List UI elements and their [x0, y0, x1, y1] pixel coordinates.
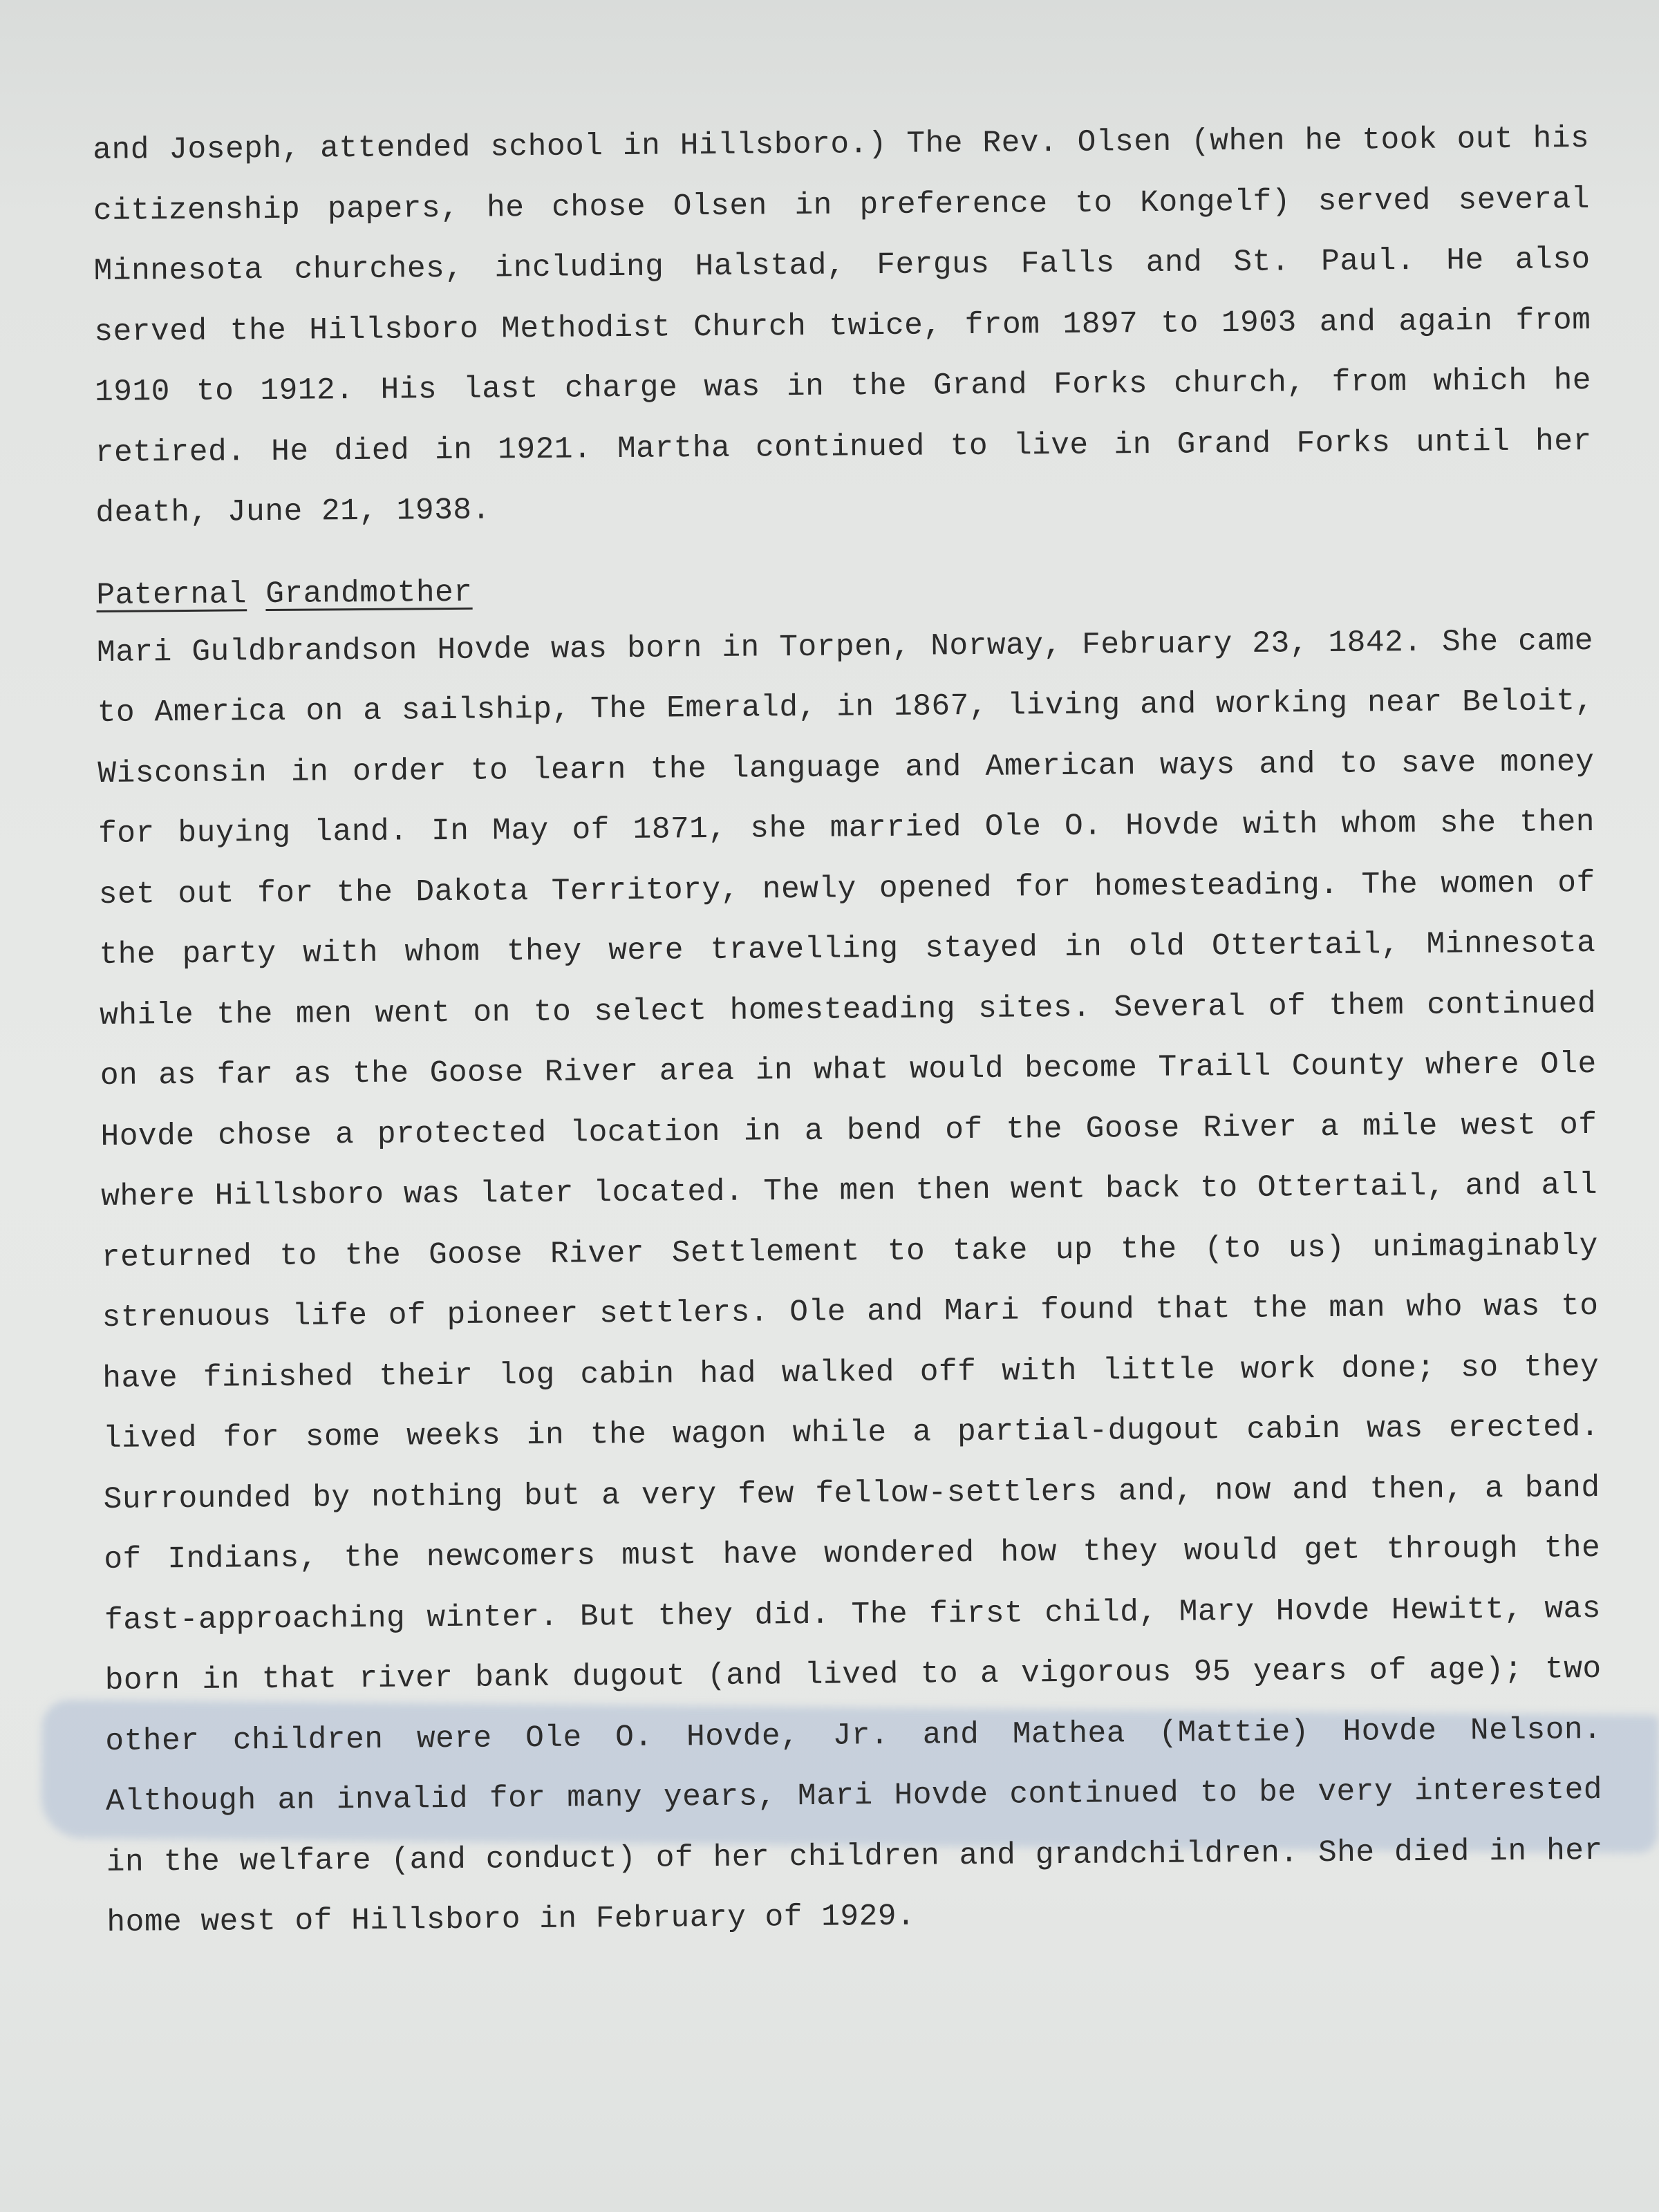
grandmother-paragraph: Mari Guldbrandson Hovde was born in Torpen, Norway, February 23, 1842. She came to America on a sailship, The Emerald, in 1867, living and working near Beloit, Wisconsin in order to learn the language and American ways and to save money for buying land. In May of 1871, she married Ole O. Hovde with whom she then set out for the Dakota Territory, newly opened for homesteading. The women of the party with whom they were travelling stayed in old Ottertail, Minnesota while the men went on to select homesteading sites. Several of them continued on as far as the Goose River area in what would become Traill County where Ole Hovde chose a protected location in a bend of the Goose River a mile west of where Hillsboro was later located. The men then went back to Ottertail, and all returned to the Goose River Settlement to take up the (to us) unimaginably strenuous life of pioneer settlers. Ole and Mari found that the man who was to have finished their log cabin had walked off with little work done; so they lived for some weeks in the wagon while a partial-dugout cabin was erected. Surrounded by nothing but a very few fellow-settlers and, now and then, a band of Indians, the newcomers must have wondered how they would get through the fast-approaching winter. But they did. The first child, Mary Hovde Hewitt, was born in that river bank dugout (and lived to a vigorous 95 years of age); two other children were Ole O. Hovde, Jr. and Mathea (Mattie) Hovde Nelson. Although an invalid for many years, Mari Hovde continued to be very interested in the welfare (and conduct) of her children and grandchildren. She died in her home west of Hillsboro in February of 1929. [96, 624, 1603, 1940]
heading-word-paternal: Paternal [96, 577, 247, 613]
continued-paragraph: and Joseph, attended school in Hillsboro.) The Rev. Olsen (when he took out his citizenship papers, he chose Olsen in preference to Kongelf) served several Minnesota churches, including Halstad, Fergus Falls and St. Paul. He also served the Hillsboro Methodist Church twice, from 1897 to 1903 and again from 1910 to 1912. His last charge was in the Grand Forks church, from which he retired. He died in 1921. Martha continued to live in Grand Forks until her death, June 21, 1938. [93, 121, 1592, 531]
heading-word-grandmother: Grandmother [265, 575, 473, 612]
document-body [93, 109, 1604, 1953]
